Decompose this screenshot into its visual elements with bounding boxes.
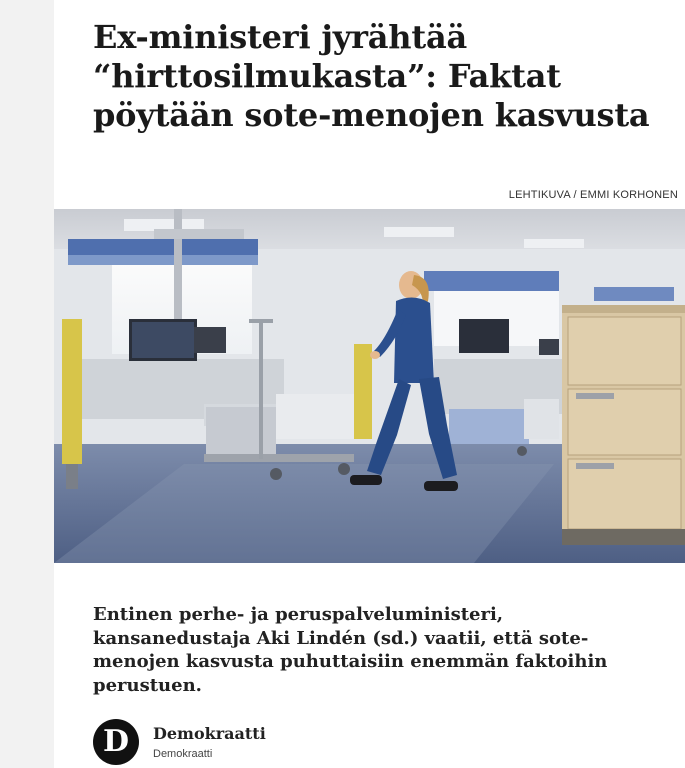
lead-person-name: Aki Lindén <box>256 627 367 649</box>
demokraatti-logo-icon[interactable] <box>93 719 139 765</box>
source-name: Demokraatti <box>153 748 213 760</box>
byline <box>93 718 266 766</box>
byline-text <box>153 724 266 760</box>
hero-photo <box>54 209 685 563</box>
author-name[interactable]: Demokraatti <box>153 724 266 743</box>
logo-letter: D <box>102 724 129 759</box>
lead-text-end: (sd.) vaatii, että sote-menojen kasvusta puhuttaisiin enemmän faktoihin perustuen. <box>93 627 608 696</box>
article <box>54 0 685 768</box>
article-headline: Ex-ministeri jyrähtää “hirttosilmukasta”: Faktat pöytään sote-menojen kasvusta <box>93 18 650 134</box>
lead-text-start: Entinen perhe- ja peruspalveluministeri, kansanedustaja <box>93 604 504 649</box>
article-lead <box>93 603 653 697</box>
photo-credit: LEHTIKUVA / EMMI KORHONEN <box>508 189 678 201</box>
